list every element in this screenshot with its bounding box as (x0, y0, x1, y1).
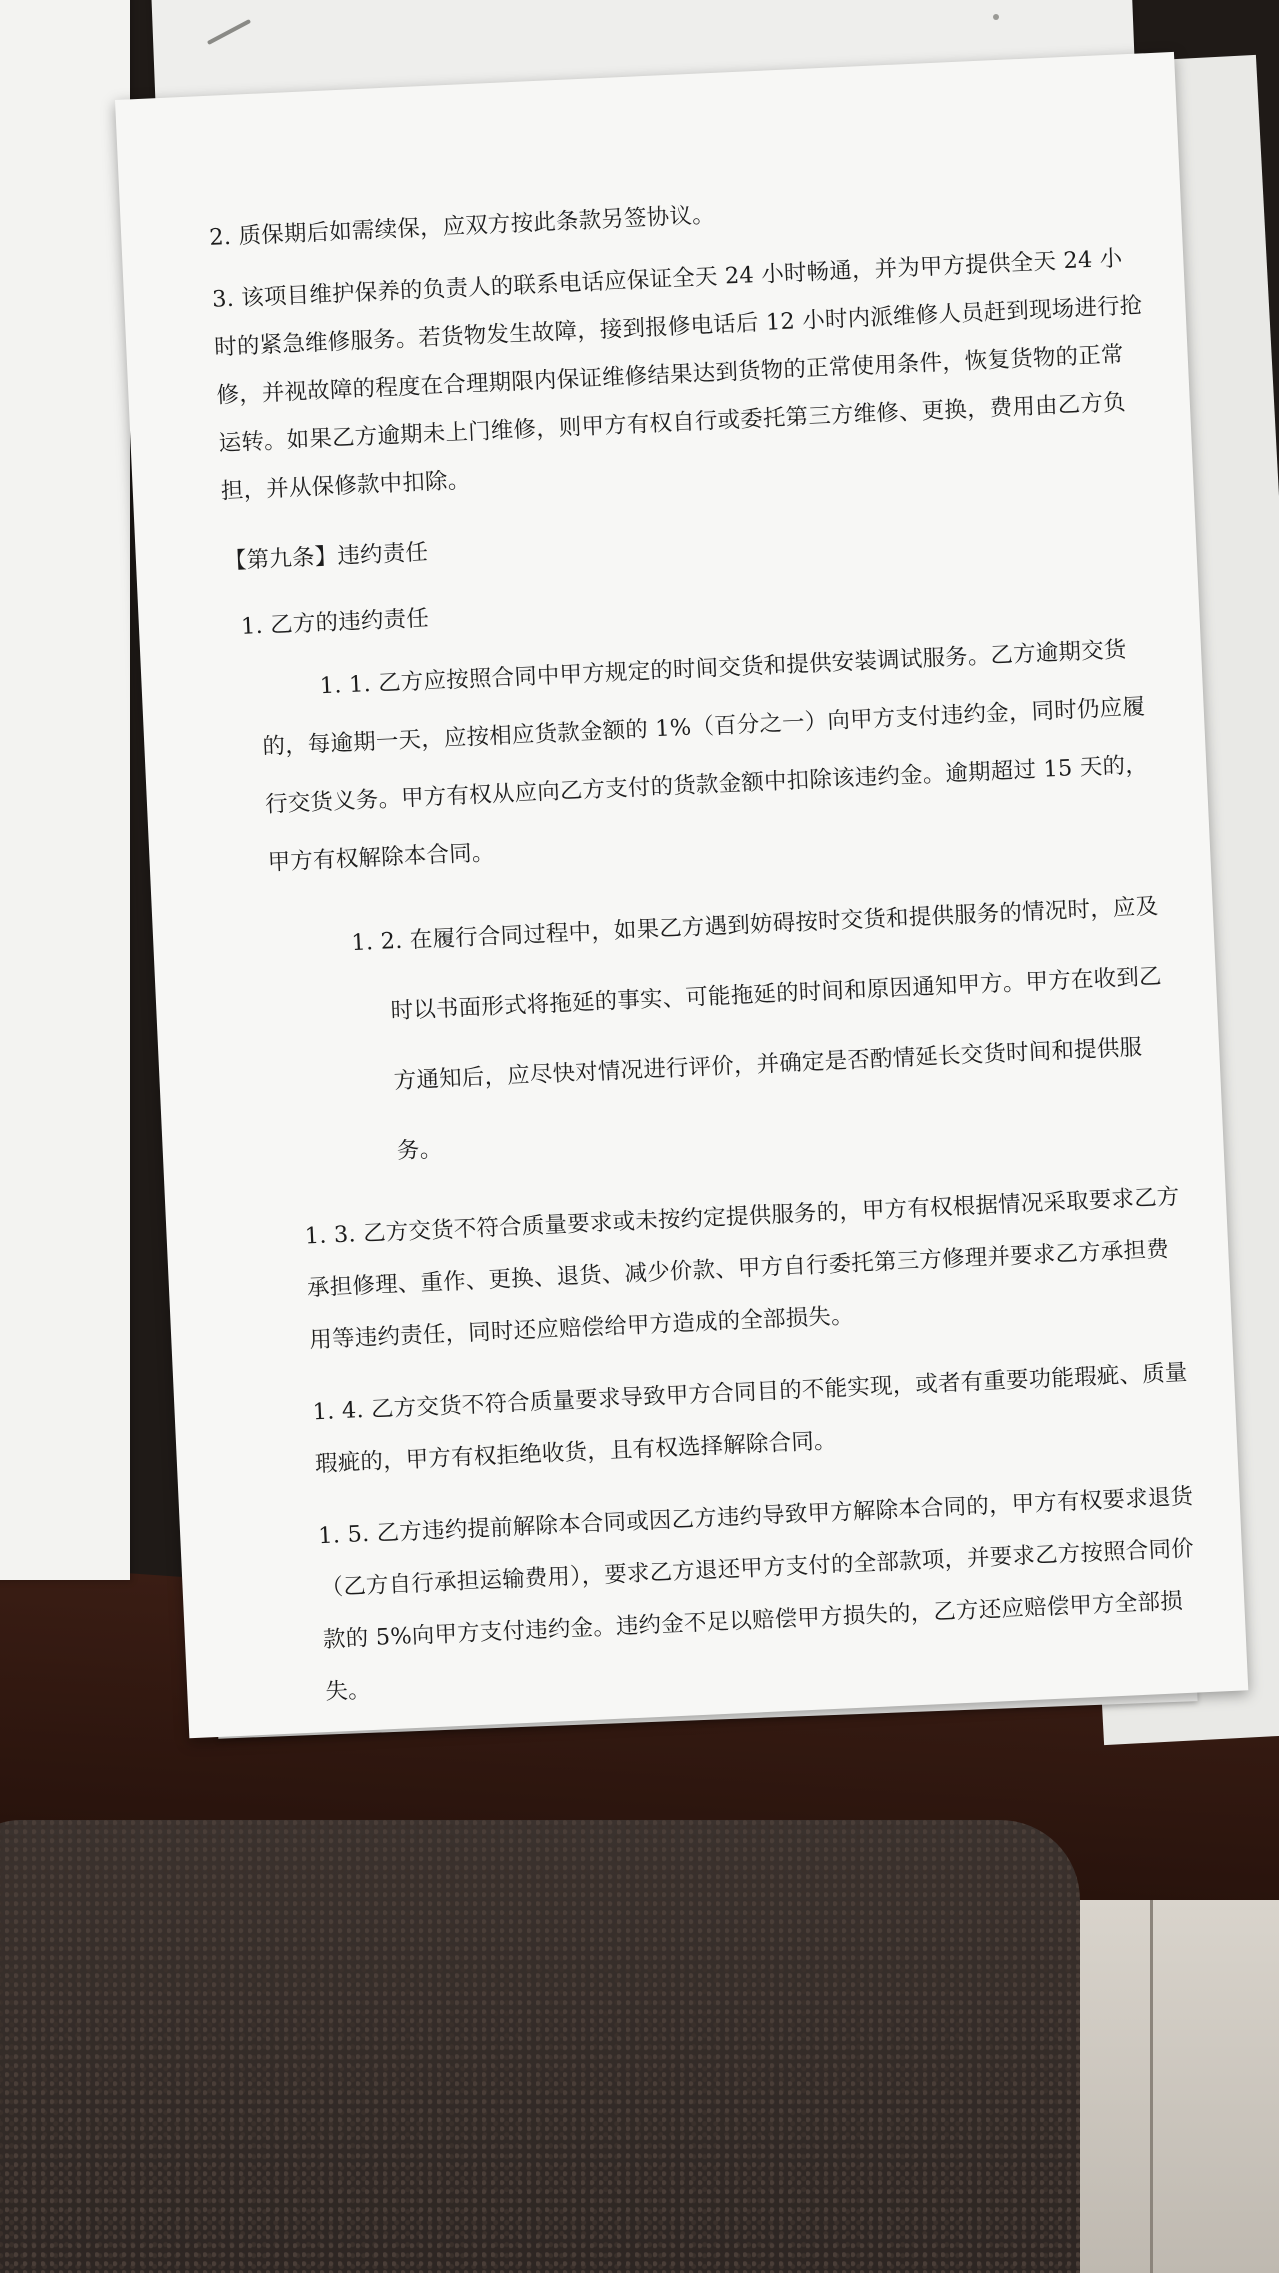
clause-1-2: 1. 2. 在履行合同过程中，如果乙方遇到妨碍按时交货和提供服务的情况时，应及时以书面形式将拖延的事实、可能拖延的时间和原因通知甲方。甲方在收到乙方通知后，应尽快对情况进行评价，并确定是否酌情延长交货时间和提供服务。 (350, 893, 1163, 1165)
clause-1-5: 1. 5. 乙方违约提前解除本合同或因乙方违约导致甲方解除本合同的，甲方有权要求退货（乙方自行承担运输费用），要求乙方退还甲方支付的全部款项，并要求乙方按照合同价款的 5%向甲方支付违约金。违约金不足以赔偿甲方损失的，乙方还应赔偿甲方全部损失。 (317, 1483, 1195, 1706)
floor-grout (1150, 1900, 1153, 2273)
punch-dot (993, 14, 999, 20)
clause-1-3: 1. 3. 乙方交货不符合质量要求或未按约定提供服务的，甲方有权根据情况采取要求乙方承担修理、重作、更换、退货、减少价款、甲方自行委托第三方修理并要求乙方承担费用等违约责任，同时还应赔偿给甲方造成的全部损失。 (304, 1183, 1181, 1354)
clause-1-1: 1. 1. 乙方应按照合同中甲方规定的时间交货和提供安装调试服务。乙方逾期交货的，每逾期一天，应按相应货款金额的 1%（百分之一）向甲方支付违约金，同时仍应履行交货义务。甲方有权从应向乙方支付的货款金额中扣除该违约金。逾期超过 15 天的，甲方有权解除本合同。 (261, 636, 1149, 876)
page-content (208, 172, 1206, 1741)
paragraph-2: 2. 质保期后如需续保，应双方按此条款另签协议。 (208, 201, 716, 251)
floor-tile (1060, 1900, 1279, 2273)
paragraph-3: 3. 该项目维护保养的负责人的联系电话应保证全天 24 小时畅通，并为甲方提供全天 24 小时的紧急维修服务。若货物发生故障，接到报修电话后 12 小时内派维修人员赶到现场进行抢修，并视故障的程度在合理期限内保证维修结果达到货物的正常使用条件，恢复货物的正常运转。如果乙方逾期未上门维修，则甲方有权自行或委托第三方维修、更换，费用由乙方负担，并从保修款中扣除。 (211, 245, 1144, 505)
paper-sheet-left (0, 0, 130, 1580)
clause-1-4: 1. 4. 乙方交货不符合质量要求导致甲方合同目的不能实现，或者有重要功能瑕疵、质量瑕疵的，甲方有权拒绝收货，且有权选择解除合同。 (312, 1359, 1189, 1478)
fabric-foreground (0, 1820, 1080, 2273)
contract-page (115, 52, 1248, 1738)
article-heading: 【第九条】违约责任 (223, 539, 429, 575)
section-heading: 1. 乙方的违约责任 (240, 605, 430, 640)
